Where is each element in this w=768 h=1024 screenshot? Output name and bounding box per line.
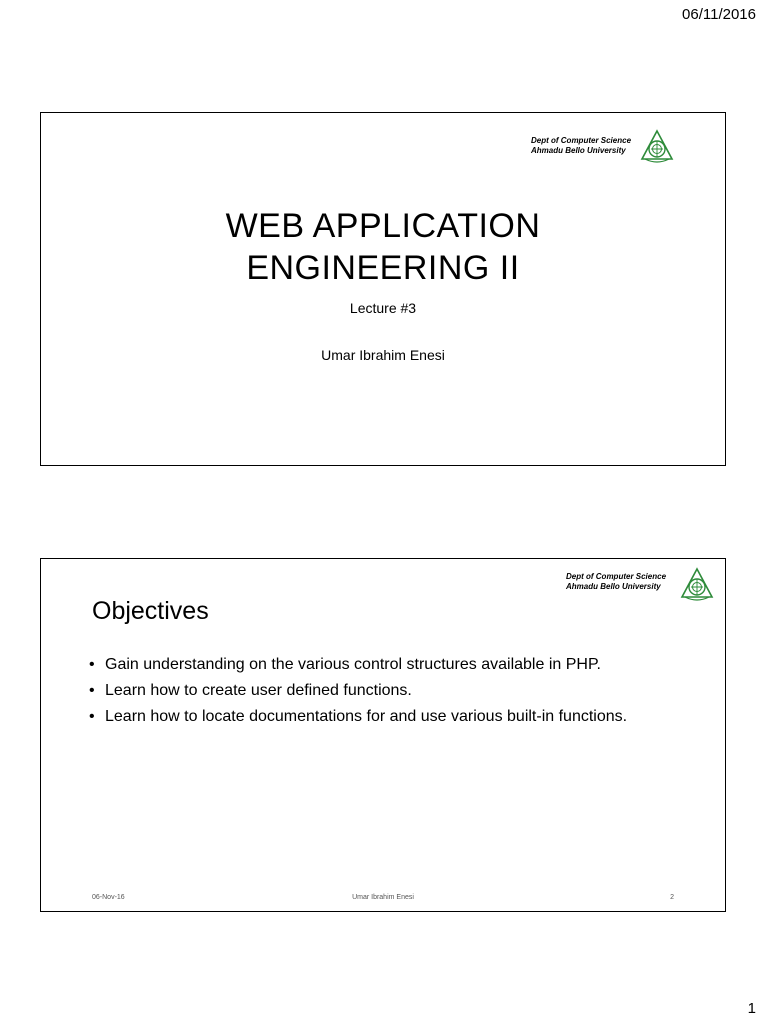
footer-author: Umar Ibrahim Enesi	[352, 894, 414, 901]
university-line: Ahmadu Bello University	[566, 582, 661, 591]
objectives-heading: Objectives	[92, 597, 209, 625]
footer-slide-number: 2	[670, 894, 674, 901]
footer-date: 06-Nov-16	[92, 894, 125, 901]
department-line: Dept of Computer Science	[531, 136, 632, 145]
bullet-icon: •	[89, 656, 95, 673]
bullet-icon: •	[89, 708, 95, 725]
slide-objectives	[40, 558, 726, 912]
objective-text: Learn how to create user defined functions.	[105, 682, 412, 699]
department-line: Dept of Computer Science	[566, 572, 667, 581]
bullet-icon: •	[89, 682, 95, 699]
title-line: WEB APPLICATION	[225, 207, 541, 245]
objectives-list	[87, 655, 687, 733]
objective-text: Learn how to locate documentations for and use various built-in functions.	[105, 708, 628, 725]
list-item	[87, 655, 687, 675]
author-name: Umar Ibrahim Enesi	[321, 347, 445, 363]
university-seal-icon	[639, 129, 675, 165]
university-line: Ahmadu Bello University	[531, 146, 626, 155]
department-label	[531, 136, 631, 156]
department-label	[566, 572, 666, 592]
university-seal-icon	[679, 567, 715, 603]
objective-text: Gain understanding on the various control structures available in PHP.	[105, 656, 601, 673]
page-date: 06/11/2016	[682, 6, 756, 23]
list-item	[87, 707, 687, 727]
title-line: ENGINEERING II	[246, 249, 520, 287]
slide-title-text	[41, 205, 725, 289]
lecture-number: Lecture #3	[349, 300, 417, 316]
slide-title	[40, 112, 726, 466]
page-number: 1	[747, 1000, 756, 1017]
list-item	[87, 681, 687, 701]
